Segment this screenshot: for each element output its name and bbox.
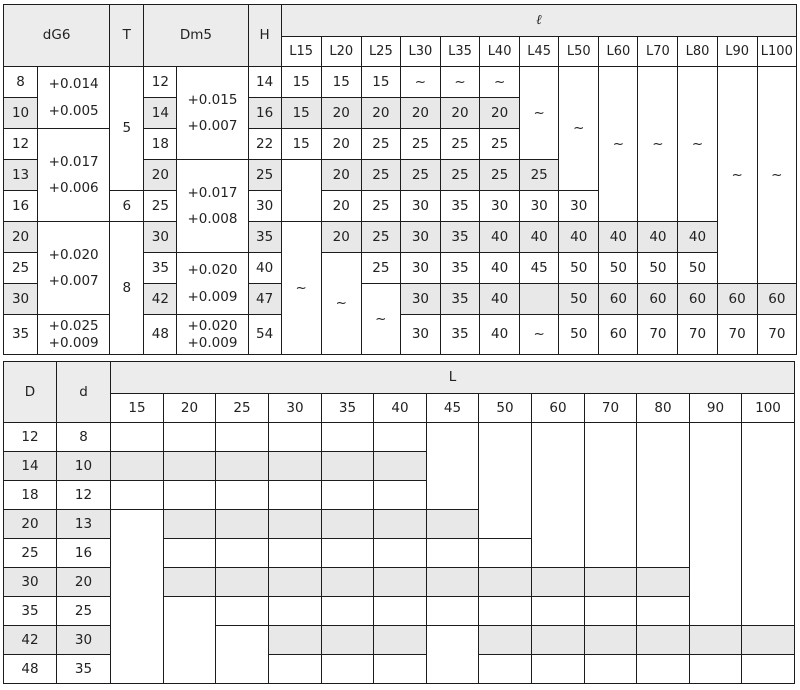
d-big-value: 30 (4, 568, 57, 597)
header-length: 100 (742, 394, 795, 423)
l-cell: 40 (638, 222, 678, 253)
grid-cell (374, 568, 427, 597)
l-cell: 60 (757, 284, 796, 315)
dm5-tolerance: +0.020 +0.009 (177, 315, 248, 355)
grid-cell (216, 481, 269, 510)
d-big-value: 20 (4, 510, 57, 539)
grid-cell (216, 539, 269, 568)
length-availability-grid (3, 361, 795, 684)
grid-blank (690, 423, 742, 626)
grid-cell (269, 626, 322, 655)
l-cell: 30 (480, 191, 520, 222)
range-tilde: ~ (717, 67, 757, 284)
grid-cell (164, 452, 216, 481)
d-small-value: 25 (57, 597, 111, 626)
l-cell: 60 (638, 284, 678, 315)
range-tilde: ~ (281, 222, 321, 355)
grid-cell (216, 568, 269, 597)
grid-cell (637, 597, 690, 626)
grid-cell (269, 597, 322, 626)
header-l30: L30 (400, 37, 440, 67)
grid-cell (585, 597, 637, 626)
grid-cell (322, 597, 374, 626)
grid-cell (322, 452, 374, 481)
d-small-value: 30 (57, 626, 111, 655)
grid-cell (111, 452, 164, 481)
dm-value: 25 (144, 191, 177, 222)
dg6-tolerance: +0.014 +0.005 (38, 67, 110, 129)
h-value: 14 (248, 67, 281, 98)
grid-cell (479, 626, 532, 655)
header-l60: L60 (599, 37, 638, 67)
grid-blank (427, 423, 479, 510)
header-l20: L20 (321, 37, 361, 67)
header-length-ell: ℓ (281, 5, 796, 37)
grid-cell (164, 510, 216, 539)
l-cell: 70 (717, 315, 757, 355)
header-l70: L70 (638, 37, 678, 67)
grid-cell (585, 568, 637, 597)
grid-cell (322, 655, 374, 684)
grid-cell (164, 423, 216, 452)
l-cell: 50 (559, 284, 599, 315)
h-value: 40 (248, 253, 281, 284)
grid-cell (269, 539, 322, 568)
d-value: 12 (4, 129, 38, 160)
l-cell: 20 (321, 191, 361, 222)
range-tilde: ~ (559, 67, 599, 191)
l-cell: 15 (321, 67, 361, 98)
empty-cell (281, 160, 321, 222)
grid-cell (269, 423, 322, 452)
grid-row (4, 423, 795, 452)
d-small-value: 20 (57, 568, 111, 597)
header-length: 70 (585, 394, 637, 423)
range-tilde: ~ (520, 315, 559, 355)
grid-cell (374, 539, 427, 568)
header-length: 50 (479, 394, 532, 423)
header-d-big: D (4, 362, 57, 423)
l-cell: 50 (638, 253, 678, 284)
l-cell: 40 (559, 222, 599, 253)
grid-cell (269, 510, 322, 539)
header-l45: L45 (520, 37, 559, 67)
grid-blank (742, 423, 795, 626)
l-cell: 40 (480, 253, 520, 284)
h-value: 25 (248, 160, 281, 191)
grid-cell (111, 481, 164, 510)
l-cell: 30 (520, 191, 559, 222)
l-cell: 20 (321, 129, 361, 160)
grid-cell (374, 423, 427, 452)
header-length: 35 (322, 394, 374, 423)
d-small-value: 12 (57, 481, 111, 510)
dm-value: 18 (144, 129, 177, 160)
range-tilde: ~ (400, 67, 440, 98)
dm5-tolerance: +0.017 +0.008 (177, 160, 248, 253)
grid-cell (164, 481, 216, 510)
grid-cell (532, 626, 585, 655)
l-cell: 30 (559, 191, 599, 222)
grid-cell (322, 539, 374, 568)
grid-blank (637, 423, 690, 568)
d-value: 30 (4, 284, 38, 315)
d-big-value: 18 (4, 481, 57, 510)
range-tilde: ~ (321, 253, 361, 355)
l-cell: 15 (281, 67, 321, 98)
h-value: 22 (248, 129, 281, 160)
d-big-value: 35 (4, 597, 57, 626)
grid-cell (637, 626, 690, 655)
header-length: 45 (427, 394, 479, 423)
d-big-value: 12 (4, 423, 57, 452)
grid-cell (322, 423, 374, 452)
l-cell: 70 (638, 315, 678, 355)
l-cell: 25 (400, 129, 440, 160)
d-small-value: 13 (57, 510, 111, 539)
dm-value: 35 (144, 253, 177, 284)
d-small-value: 35 (57, 655, 111, 684)
header-length: 15 (111, 394, 164, 423)
header-h: H (248, 5, 281, 67)
grid-cell (532, 655, 585, 684)
grid-cell (742, 626, 795, 655)
l-cell: 20 (440, 98, 479, 129)
d-value: 35 (4, 315, 38, 355)
grid-cell (164, 568, 216, 597)
l-cell: 50 (599, 253, 638, 284)
l-cell: 15 (361, 67, 400, 98)
header-l100: L100 (757, 37, 796, 67)
grid-cell (427, 539, 479, 568)
dg6-tolerance: +0.025 +0.009 (38, 315, 110, 355)
range-tilde: ~ (480, 67, 520, 98)
l-cell: 60 (678, 284, 717, 315)
grid-cell (427, 510, 479, 539)
d-value: 20 (4, 222, 38, 253)
l-cell: 20 (400, 98, 440, 129)
l-cell: 40 (480, 284, 520, 315)
l-cell: 20 (321, 222, 361, 253)
h-value: 30 (248, 191, 281, 222)
l-cell: 70 (678, 315, 717, 355)
grid-blank (111, 510, 164, 684)
l-cell: 30 (400, 222, 440, 253)
l-cell: 25 (361, 222, 400, 253)
range-tilde: ~ (638, 67, 678, 222)
l-cell: 20 (480, 98, 520, 129)
grid-cell (322, 568, 374, 597)
l-cell: 45 (520, 253, 559, 284)
grid-cell (216, 452, 269, 481)
grid-blank (479, 423, 532, 539)
spec-row (4, 222, 797, 253)
header-l35: L35 (440, 37, 479, 67)
header-length: 90 (690, 394, 742, 423)
dm5-tolerance: +0.020 +0.009 (177, 253, 248, 315)
grid-cell (427, 597, 479, 626)
l-cell: 25 (440, 160, 479, 191)
l-cell: 25 (480, 129, 520, 160)
l-cell: 60 (717, 284, 757, 315)
dm5-tolerance: +0.015 +0.007 (177, 67, 248, 160)
header-l50: L50 (559, 37, 599, 67)
grid-cell (427, 568, 479, 597)
range-tilde: ~ (757, 67, 796, 284)
h-value: 16 (248, 98, 281, 129)
grid-blank (216, 626, 269, 684)
dm-value: 14 (144, 98, 177, 129)
d-big-value: 48 (4, 655, 57, 684)
header-l15: L15 (281, 37, 321, 67)
l-cell: 40 (520, 222, 559, 253)
range-tilde: ~ (599, 67, 638, 222)
header-l: L (111, 362, 795, 394)
grid-cell (690, 655, 742, 684)
dm-value: 20 (144, 160, 177, 191)
grid-cell (479, 597, 532, 626)
l-cell: 70 (757, 315, 796, 355)
d-big-value: 42 (4, 626, 57, 655)
l-cell: 25 (361, 253, 400, 284)
grid-cell (479, 568, 532, 597)
dimension-spec-table (3, 4, 797, 355)
d-big-value: 25 (4, 539, 57, 568)
grid-cell (532, 568, 585, 597)
grid-cell (164, 539, 216, 568)
grid-cell (374, 510, 427, 539)
dg6-tolerance: +0.020 +0.007 (38, 222, 110, 315)
grid-cell (532, 597, 585, 626)
l-cell: 15 (281, 98, 321, 129)
grid-cell (216, 423, 269, 452)
l-cell: 20 (321, 98, 361, 129)
d-value: 25 (4, 253, 38, 284)
grid-blank (585, 423, 637, 568)
l-cell: 30 (400, 253, 440, 284)
l-cell: 60 (599, 315, 638, 355)
dm-value: 30 (144, 222, 177, 253)
d-value: 13 (4, 160, 38, 191)
grid-cell (374, 452, 427, 481)
l-cell: 25 (361, 129, 400, 160)
grid-cell (374, 626, 427, 655)
l-cell: 20 (321, 160, 361, 191)
range-tilde: ~ (440, 67, 479, 98)
d-small-value: 8 (57, 423, 111, 452)
t-value: 5 (110, 67, 144, 191)
l-cell: 25 (520, 160, 559, 191)
t-value: 8 (110, 222, 144, 355)
l-cell: 50 (678, 253, 717, 284)
l-cell: 25 (361, 160, 400, 191)
header-length: 40 (374, 394, 427, 423)
dm-value: 42 (144, 284, 177, 315)
l-cell: 15 (281, 129, 321, 160)
grid-cell (374, 481, 427, 510)
l-cell: 60 (599, 284, 638, 315)
range-tilde: ~ (361, 284, 400, 355)
d-value: 16 (4, 191, 38, 222)
grid-cell (637, 655, 690, 684)
l-cell: 30 (400, 284, 440, 315)
spec-row (4, 67, 797, 98)
d-small-value: 16 (57, 539, 111, 568)
d-small-value: 10 (57, 452, 111, 481)
grid-cell (269, 655, 322, 684)
l-cell: 40 (678, 222, 717, 253)
header-l25: L25 (361, 37, 400, 67)
header-dg6: dG6 (4, 5, 110, 67)
l-cell: 25 (400, 160, 440, 191)
range-tilde: ~ (520, 67, 559, 160)
l-cell: 40 (480, 222, 520, 253)
header-length: 30 (269, 394, 322, 423)
header-l80: L80 (678, 37, 717, 67)
header-length: 25 (216, 394, 269, 423)
t-value: 6 (110, 191, 144, 222)
l-cell: 25 (361, 191, 400, 222)
l-cell: 25 (480, 160, 520, 191)
d-value: 8 (4, 67, 38, 98)
dm-value: 12 (144, 67, 177, 98)
l-cell: 35 (440, 191, 479, 222)
grid-cell (374, 655, 427, 684)
header-length: 20 (164, 394, 216, 423)
grid-cell (111, 423, 164, 452)
header-l40: L40 (480, 37, 520, 67)
h-value: 54 (248, 315, 281, 355)
l-cell: 20 (361, 98, 400, 129)
header-length: 80 (637, 394, 690, 423)
header-d-small: d (57, 362, 111, 423)
dm-value: 48 (144, 315, 177, 355)
h-value: 35 (248, 222, 281, 253)
header-dm5: Dm5 (144, 5, 248, 67)
grid-blank (427, 626, 479, 684)
grid-cell (637, 568, 690, 597)
d-big-value: 14 (4, 452, 57, 481)
grid-cell (322, 626, 374, 655)
h-value: 47 (248, 284, 281, 315)
grid-cell (216, 510, 269, 539)
l-cell: 50 (559, 315, 599, 355)
grid-cell (269, 452, 322, 481)
l-cell: 35 (440, 222, 479, 253)
l-cell: 30 (400, 315, 440, 355)
empty-cell (520, 284, 559, 315)
grid-cell (742, 655, 795, 684)
grid-cell (216, 597, 269, 626)
grid-cell (585, 655, 637, 684)
d-value: 10 (4, 98, 38, 129)
l-cell: 35 (440, 253, 479, 284)
header-t: T (110, 5, 144, 67)
l-cell: 40 (599, 222, 638, 253)
l-cell: 35 (440, 284, 479, 315)
grid-cell (479, 539, 532, 568)
grid-cell (585, 626, 637, 655)
grid-cell (479, 655, 532, 684)
header-l90: L90 (717, 37, 757, 67)
l-cell: 25 (440, 129, 479, 160)
grid-cell (374, 597, 427, 626)
l-cell: 40 (480, 315, 520, 355)
dg6-tolerance: +0.017 +0.006 (38, 129, 110, 222)
header-length: 60 (532, 394, 585, 423)
grid-cell (322, 481, 374, 510)
grid-cell (269, 568, 322, 597)
l-cell: 30 (400, 191, 440, 222)
grid-cell (690, 626, 742, 655)
range-tilde: ~ (678, 67, 717, 222)
l-cell: 35 (440, 315, 479, 355)
grid-blank (532, 423, 585, 568)
grid-cell (269, 481, 322, 510)
grid-cell (322, 510, 374, 539)
l-cell: 50 (559, 253, 599, 284)
grid-blank (164, 597, 216, 684)
